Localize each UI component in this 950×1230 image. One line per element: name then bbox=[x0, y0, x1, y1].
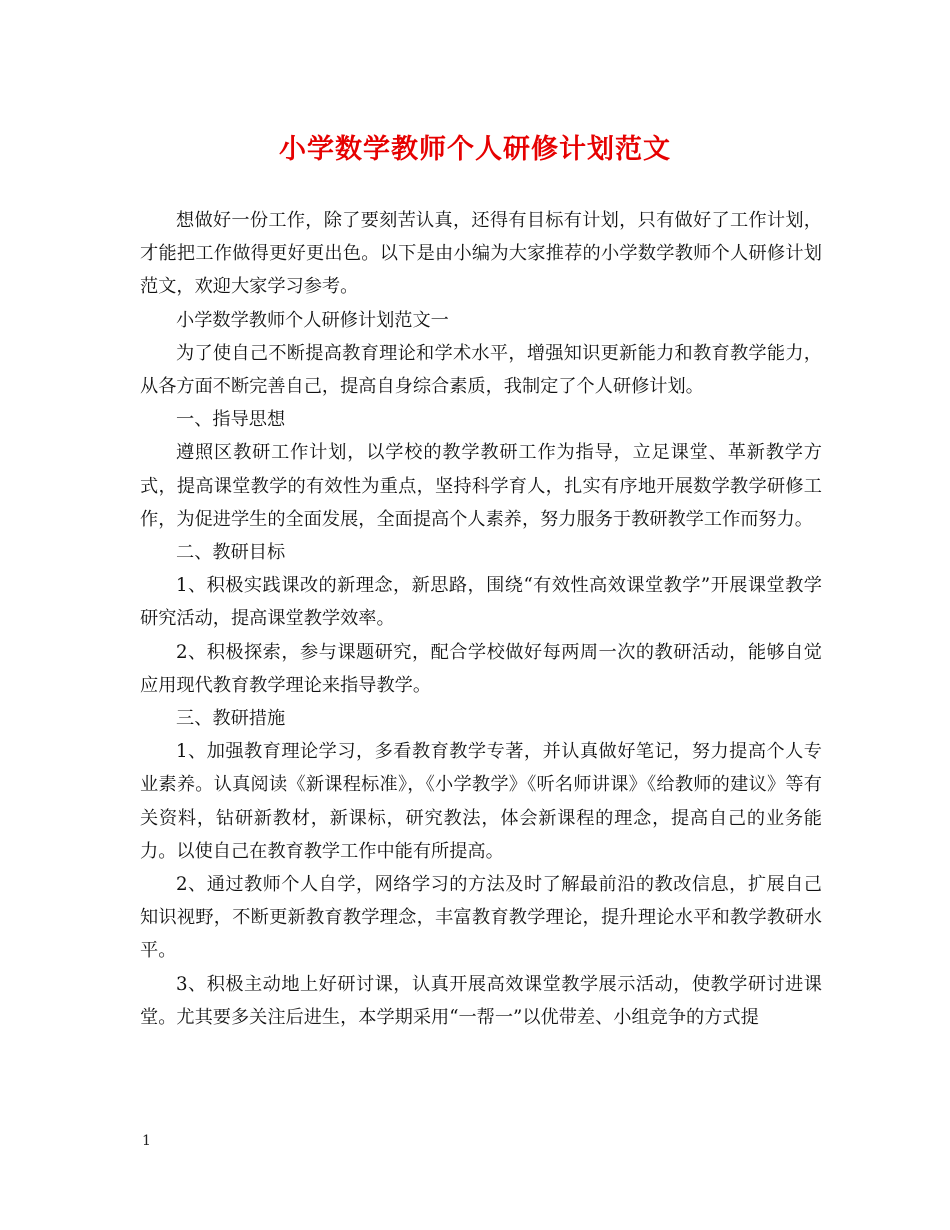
document-title: 小学数学教师个人研修计划范文 bbox=[279, 134, 671, 165]
paragraph-measure-3: 3、积极主动地上好研讨课，认真开展高效课堂教学展示活动，使教学研讨进课堂。尤其要多关注后进生，本学期采用“一帮一”以优带差、小组竞争的方式提 bbox=[140, 973, 822, 1028]
paragraph-purpose: 为了使自己不断提高教育理论和学术水平，增强知识更新能力和教育教学能力，从各方面不断完善自己，提高自身综合素质，我制定了个人研修计划。 bbox=[140, 342, 822, 398]
paragraph-goal-1: 1、积极实践课改的新理念，新思路，围绕“有效性高效课堂教学”开展课堂教学研究活动，提高课堂教学效率。 bbox=[140, 575, 822, 630]
section-heading-goals: 二、教研目标 bbox=[176, 542, 286, 564]
section-heading-guiding-idea: 一、指导思想 bbox=[176, 409, 286, 431]
paragraph-intro: 想做好一份工作，除了要刻苦认真，还得有目标有计划，只有做好了工作计划，才能把工作做得更好更出色。以下是由小编为大家推荐的小学数学教师个人研修计划范文，欢迎大家学习参考。 bbox=[140, 210, 822, 298]
page-number: 1 bbox=[142, 1133, 151, 1149]
paragraph-measure-1: 1、加强教育理论学习，多看教育教学专著，并认真做好笔记，努力提高个人专业素养。认真阅读《新课程标准》，《小学教学》《听名师讲课》《给教师的建议》等有关资料，钻研新教材，新课标，研究教法，体会新课程的理念，提高自己的业务能力。以使自己在教育教学工作中能有所提高。 bbox=[140, 741, 822, 862]
paragraph-subtitle: 小学数学教师个人研修计划范文一 bbox=[176, 309, 449, 331]
document-body bbox=[140, 204, 822, 1034]
paragraph-guiding-idea: 遵照区教研工作计划，以学校的教学教研工作为指导，立足课堂、革新教学方式，提高课堂教学的有效性为重点，坚持科学育人，扎实有序地开展数学教学研修工作，为促进学生的全面发展，全面提高个人素养，努力服务于教研教学工作而努力。 bbox=[140, 442, 822, 530]
section-heading-measures: 三、教研措施 bbox=[176, 708, 286, 730]
paragraph-goal-2: 2、积极探索，参与课题研究，配合学校做好每两周一次的教研活动，能够自觉应用现代教育教学理论来指导教学。 bbox=[140, 641, 822, 696]
paragraph-measure-2: 2、通过教师个人自学，网络学习的方法及时了解最前沿的教改信息，扩展自己知识视野，不断更新教育教学理念，丰富教育教学理论，提升理论水平和教学教研水平。 bbox=[140, 874, 822, 962]
